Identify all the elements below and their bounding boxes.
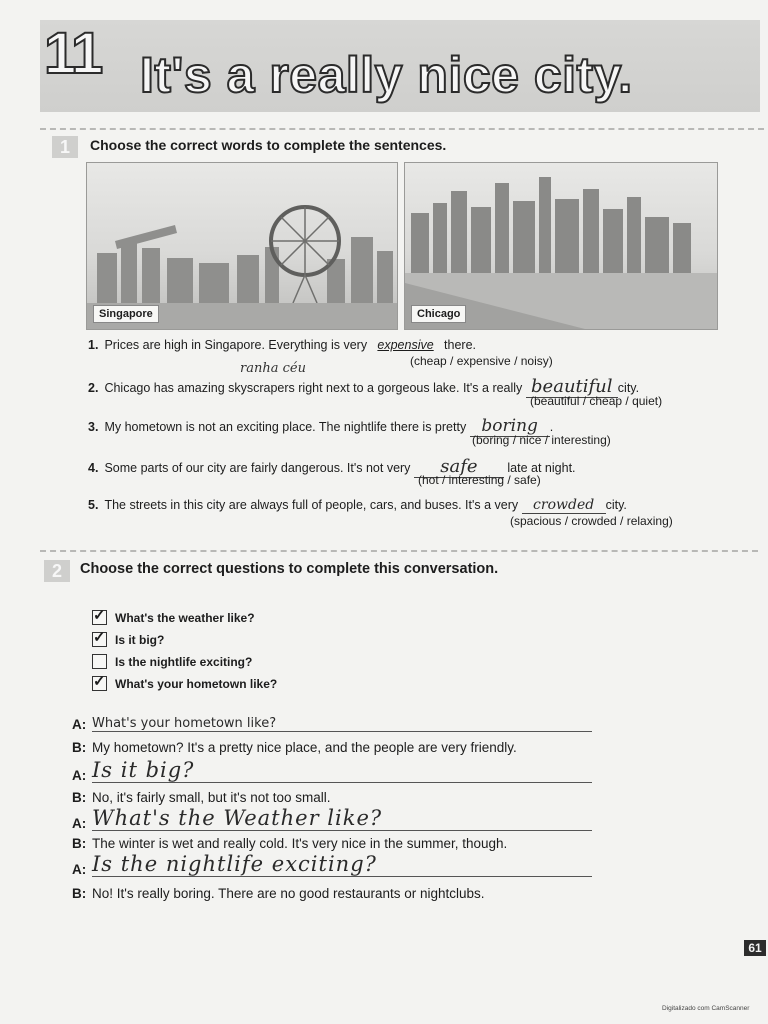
answer-line[interactable]: Is the nightlife exciting?: [92, 852, 592, 877]
answer-3[interactable]: boring: [470, 416, 550, 437]
margin-note: ranha céu: [240, 361, 306, 376]
dialogue-line-2: B: My hometown? It's a pretty nice place, and the people are very friendly.: [72, 740, 517, 755]
section-1-instruction: Choose the correct words to complete the sentences.: [90, 137, 447, 153]
options-5: (spacious / crowded / relaxing): [510, 514, 673, 528]
dialogue-line-8: B: No! It's really boring. There are no good restaurants or nightclubs.: [72, 886, 485, 901]
dialogue-line-7: A: Is the nightlife exciting?: [72, 852, 592, 877]
question-1: 1. Prices are high in Singapore. Everything is very expensive there.: [88, 338, 477, 352]
dialogue-line-3: A: Is it big?: [72, 758, 592, 783]
question-3: 3. My hometown is not an exciting place. The nightlife there is pretty boring .: [88, 416, 554, 436]
answer-5[interactable]: crowded: [522, 497, 606, 514]
answer-1[interactable]: expensive: [377, 338, 434, 352]
answer-4[interactable]: safe: [414, 456, 504, 478]
section-divider: [40, 128, 764, 130]
dialogue-line-5: A: What's the Weather like?: [72, 806, 592, 831]
answer-line[interactable]: Is it big?: [92, 758, 592, 783]
section-2-badge: 2: [44, 560, 70, 582]
answer-line[interactable]: What's your hometown like?: [92, 716, 592, 732]
question-4: 4. Some parts of our city are fairly dangerous. It's not very safe late at night.: [88, 456, 576, 477]
dialogue-line-4: B: No, it's fairly small, but it's not too small.: [72, 790, 331, 805]
unit-title: It's a really nice city.: [140, 47, 633, 103]
dialogue-line-1: A: What's your hometown like?: [72, 716, 592, 732]
chicago-label: Chicago: [411, 305, 466, 323]
section-1-badge: 1: [52, 136, 78, 158]
question-2: 2. Chicago has amazing skyscrapers right next to a gorgeous lake. It's a really beautiful city.: [88, 376, 640, 397]
options-2: (beautiful / cheap / quiet): [530, 394, 663, 408]
section-divider: [40, 550, 758, 552]
singapore-label: Singapore: [93, 305, 159, 323]
checkbox-checked[interactable]: [92, 610, 107, 625]
scanner-footer: Digitalizado com CamScanner: [662, 1005, 750, 1012]
checkbox-checked[interactable]: [92, 632, 107, 647]
choice-2[interactable]: ✓ Is it big?: [92, 632, 164, 647]
question-5: 5. The streets in this city are always full of people, cars, and buses. It's a very crowded city.: [88, 497, 627, 513]
checkbox-checked[interactable]: [92, 676, 107, 691]
options-1: (cheap / expensive / noisy): [410, 354, 553, 368]
choice-3[interactable]: Is the nightlife exciting?: [92, 654, 252, 669]
chicago-photo: [404, 162, 718, 330]
section-2-instruction: Choose the correct questions to complete this conversation.: [80, 561, 499, 577]
singapore-photo: [86, 162, 398, 330]
unit-number: 11: [44, 21, 102, 86]
choice-4[interactable]: ✓ What's your hometown like?: [92, 676, 277, 691]
page-number: 61: [744, 940, 766, 956]
dialogue-line-6: B: The winter is wet and really cold. It's very nice in the summer, though.: [72, 836, 508, 851]
choice-1[interactable]: ✓ What's the weather like?: [92, 610, 255, 625]
checkbox-unchecked[interactable]: [92, 654, 107, 669]
options-3: (boring / nice / interesting): [472, 433, 611, 447]
options-4: (hot / interesting / safe): [418, 473, 541, 487]
answer-2[interactable]: beautiful: [526, 376, 618, 398]
answer-line[interactable]: What's the Weather like?: [92, 806, 592, 831]
